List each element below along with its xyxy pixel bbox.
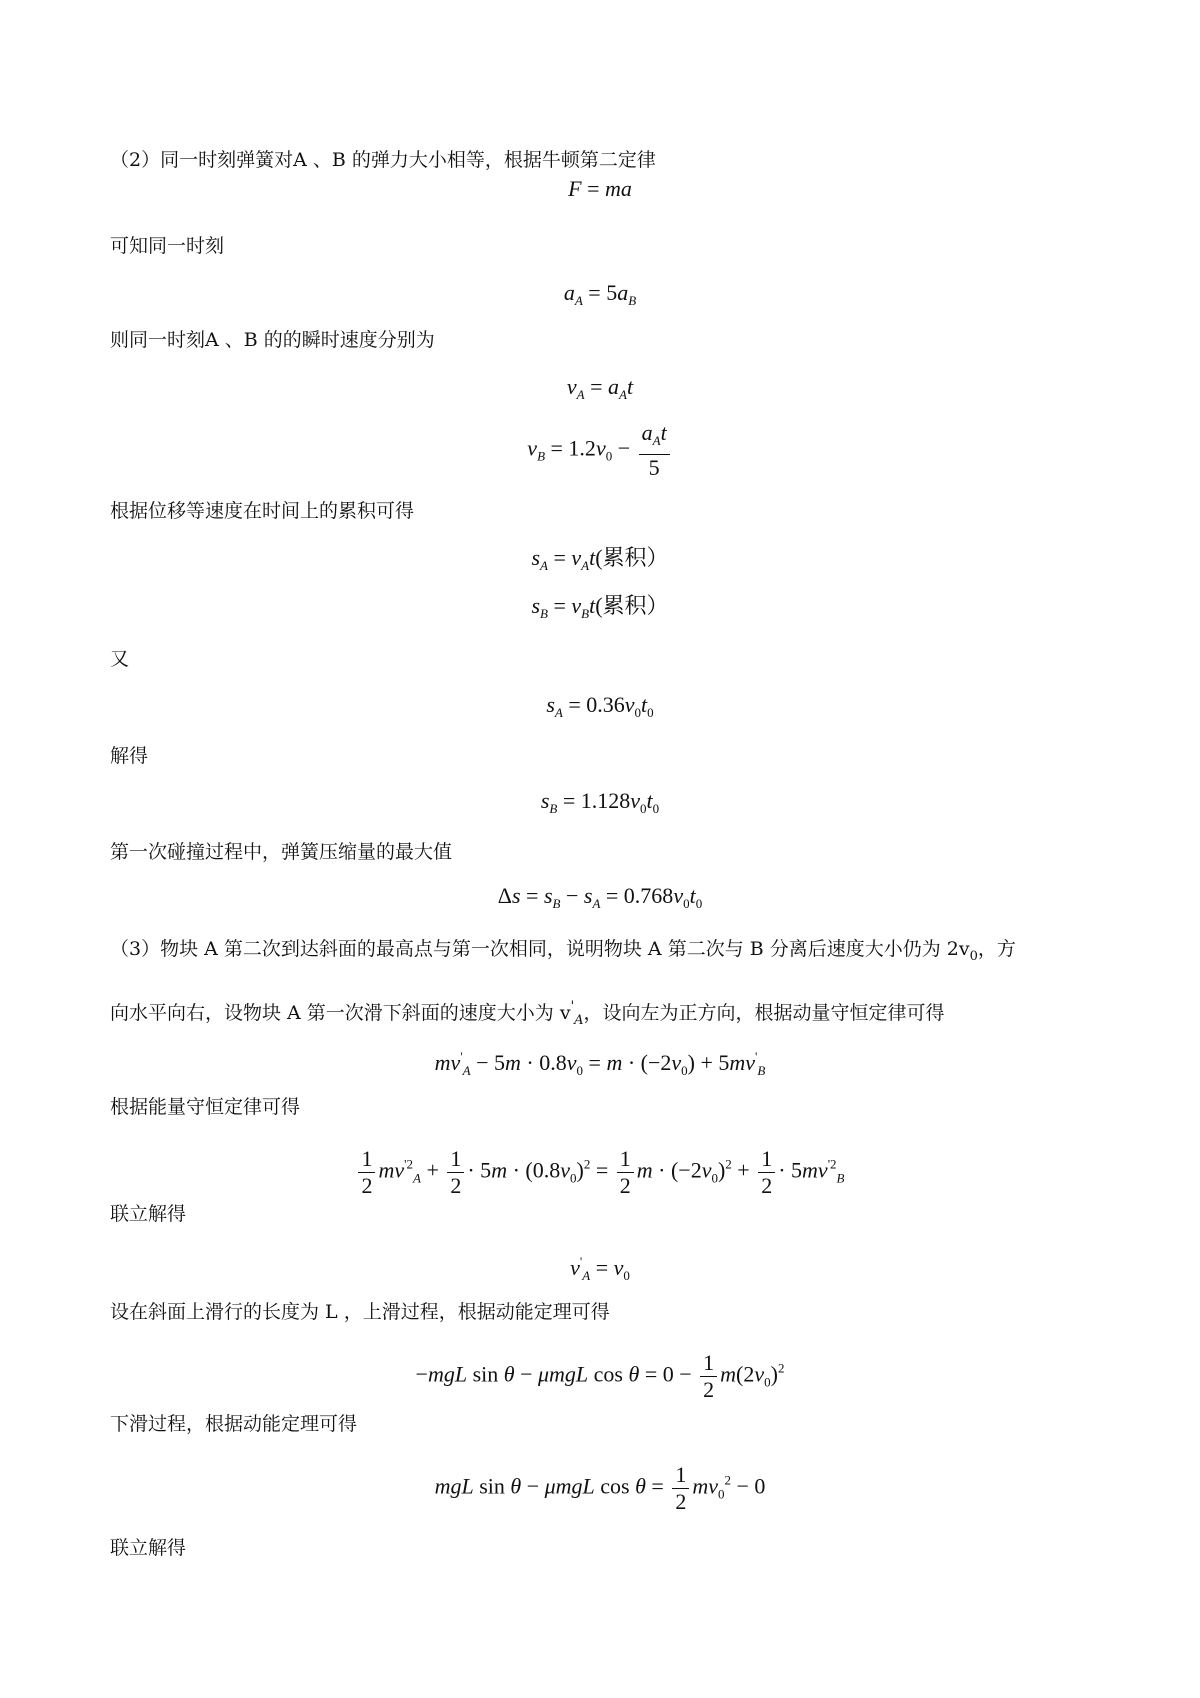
equation-sa-value: $s_A = 0.36v_0t_0$ (546, 692, 654, 720)
para-line: 又 (110, 648, 130, 670)
equation-downslide: mgL sin θ − μmgL cos θ = $\frac{1}{2}$ $mv_0^2 - 0$ (434, 1462, 766, 1514)
fraction: $\frac{1}{2}$ (358, 1146, 375, 1199)
para-line: （2）同一时刻弹簧对A 、B 的弹力大小相等，根据牛顿第二定律 (110, 149, 656, 171)
equation-sb-cumulative: $s_B = v_Bt$(累积） (531, 593, 669, 621)
equation-delta-s: $\Delta s = s_B - s_A = 0.768v_0t_0$ (497, 883, 703, 911)
fraction: $\frac{1}{2}$ (447, 1146, 464, 1199)
equation-va-prime: $v'_A = v_0$ (570, 1254, 630, 1283)
equation-sa-cumulative: $s_A = v_At$(累积） (531, 545, 669, 573)
equation-upslide: −mgL sin θ − μmgL cos θ = 0 − $\frac{1}{2}$ $m(2v_0)^2$ (415, 1350, 785, 1402)
para-line: 设在斜面上滑行的长度为 L ，上滑过程，根据动能定理可得 (110, 1301, 610, 1323)
fraction: $\frac{a_At}{5}$ (639, 420, 670, 481)
para-line: 根据位移等速度在时间上的累积可得 (110, 500, 415, 522)
fraction: $\frac{1}{2}$ (700, 1350, 717, 1403)
para-line-part3-cont: 向水平向右，设物块 A 第一次滑下斜面的速度大小为 $v'_A$，设向左为正方向，根据动量守恒定律可得 (110, 999, 945, 1028)
para-line: 可知同一时刻 (110, 235, 225, 257)
para-line: 则同一时刻A 、B 的的瞬时速度分别为 (110, 329, 435, 351)
para-line: 联立解得 (110, 1203, 187, 1225)
fraction: $\frac{1}{2}$ (617, 1146, 634, 1199)
equation-vb: $v_B = 1.2v_0$ − $\frac{a_At}{5}$ (0, 420, 1200, 481)
para-line-part3: （3）物块 A 第二次到达斜面的最高点与第一次相同，说明物块 A 第二次与 B 分离后速度大小仍为 $2v_0$，方 (110, 938, 1016, 964)
fraction: $\frac{1}{2}$ (672, 1462, 689, 1515)
equation-momentum: $mv'_A - 5m \cdot 0.8v_0 = m \cdot (-2v_0) + 5mv'_B$ (434, 1049, 766, 1078)
equation-sb-value: $s_B = 1.128v_0t_0$ (540, 788, 660, 816)
equation-newton: F = ma (568, 176, 632, 201)
para-line: 根据能量守恒定律可得 (110, 1096, 301, 1118)
para-line: 解得 (110, 745, 149, 767)
para-line: 下滑过程，根据动能定理可得 (110, 1413, 358, 1435)
equation-va: $v_A = a_At$ (566, 374, 634, 402)
equation-energy: $\frac{1}{2}$ $mv^{'2}_A$ + $\frac{1}{2}$ · $5m \cdot (0.8v_0)^2$ = $\frac{1}{2}$ $m \cdot (-2v_0)^2$ + $\frac{1}{2}$ · $5mv^{'2}_B$ (0, 1146, 1200, 1199)
fraction: $\frac{1}{2}$ (758, 1146, 775, 1199)
para-line: 第一次碰撞过程中，弹簧压缩量的最大值 (110, 841, 453, 863)
equation-accel-ratio: $a_A = 5a_B$ (563, 280, 637, 308)
para-line: 联立解得 (110, 1537, 187, 1559)
